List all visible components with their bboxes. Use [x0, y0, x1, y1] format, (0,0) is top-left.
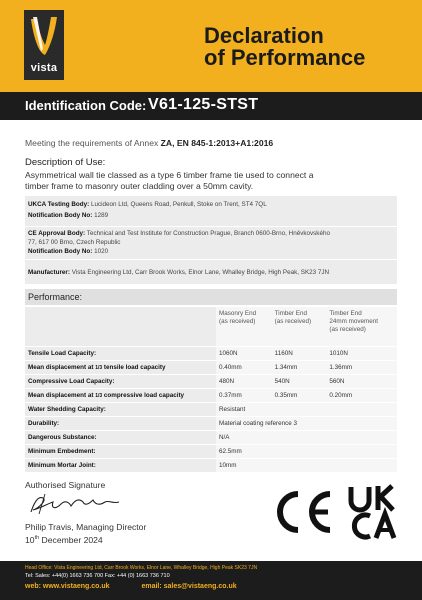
value-timber-movement: 560N: [326, 375, 397, 389]
description-title: Description of Use:: [25, 157, 106, 168]
header-line: (as received): [219, 318, 256, 325]
header-line: 24mm movement: [329, 318, 379, 325]
web-label: web:: [25, 583, 43, 590]
ukca-nb-label: Notification Body No:: [28, 212, 93, 219]
ukca-label: UKCA Testing Body:: [28, 201, 90, 208]
standard-reference: ZA, EN 845-1:2013+A1:2016: [160, 138, 274, 148]
label-part: Mean displacement at: [28, 392, 96, 399]
performance-table: [25, 307, 397, 472]
footer-contact: [25, 583, 237, 590]
ce-body-1: Technical and Test Institute for Construction Prague, Branch 0600-Brno, Hněvkovského: [86, 230, 330, 237]
ukca-body-line: [28, 201, 267, 208]
ukca-body: Lucideon Ltd, Queens Road, Penkull, Stoke on Trent, ST4 7QL: [90, 201, 267, 208]
header-banner: [0, 0, 422, 92]
value-timber: 1.34mm: [272, 361, 327, 375]
row-value: Material coating reference 3: [216, 417, 397, 431]
value-timber-movement: 0.20mm: [326, 389, 397, 403]
row-label: Minimum Mortar Joint:: [25, 459, 216, 473]
row-value: N/A: [216, 431, 397, 445]
column-header-timber-movement: [326, 307, 397, 347]
ce-body-line-2: 77, 617 00 Brno, Czech Republic: [28, 239, 121, 246]
column-header-masonry: [216, 307, 272, 347]
standard-statement: [25, 138, 273, 148]
website-link[interactable]: www.vistaeng.co.uk: [42, 583, 110, 590]
table-row: [25, 403, 397, 417]
manufacturer-line: [28, 269, 329, 276]
document-title: [204, 25, 404, 69]
ukca-testing-block: [25, 196, 397, 226]
label-fraction: 1/3: [95, 365, 103, 371]
table-row: [25, 375, 397, 389]
table-row: [25, 389, 397, 403]
header-line: Timber End: [329, 310, 362, 317]
signature-date: [25, 535, 103, 545]
ukca-mark-icon: [348, 484, 404, 540]
row-value: 62.5mm: [216, 445, 397, 459]
row-label: Minimum Embedment:: [25, 445, 216, 459]
footer-telephone: Tel: Sales: +44(0) 1663 736 700 Fax: +44 (0) 1663 736 710: [25, 573, 170, 579]
identification-bar: [0, 92, 422, 120]
row-label: [25, 361, 216, 375]
row-value: Resistant: [216, 403, 397, 417]
authorised-signature-title: Authorised Signature: [25, 480, 106, 490]
ce-label: CE Approval Body:: [28, 230, 86, 237]
performance-column-headers: [25, 307, 397, 347]
date-day: 10: [25, 535, 35, 545]
value-masonry: 0.40mm: [216, 361, 272, 375]
row-label: Dangerous Substance:: [25, 431, 216, 445]
table-row: [25, 347, 397, 361]
column-header-timber: [272, 307, 327, 347]
value-timber: 540N: [272, 375, 327, 389]
ce-nb-line: [28, 248, 108, 255]
label-fraction: 1/3: [95, 393, 103, 399]
row-label: Durability:: [25, 417, 216, 431]
value-timber-movement: 1.36mm: [326, 361, 397, 375]
header-blank: [25, 307, 216, 347]
value-timber: 0.35mm: [272, 389, 327, 403]
manufacturer-block: [25, 260, 397, 284]
ce-approval-block: [25, 227, 397, 259]
logo-text: vista: [30, 62, 58, 74]
row-value: 10mm: [216, 459, 397, 473]
value-masonry: 1060N: [216, 347, 272, 361]
title-line-1: Declaration: [204, 23, 324, 48]
footer-office: Head Office: Vista Engineering Ltd, Carr Brook Works, Elnor Lane, Whalley Bridge, High Peak SK23 7JN: [25, 565, 258, 571]
table-row: [25, 459, 397, 473]
manufacturer-label: Manufacturer:: [28, 269, 70, 276]
email-label: email:: [141, 583, 164, 590]
table-row: [25, 417, 397, 431]
description-text: Asymmetrical wall tie classed as a type 6 timber frame tie used to connect a timber frame to masonry outer cladding over a 50mm cavity.: [25, 170, 314, 191]
value-timber: 1160N: [272, 347, 327, 361]
table-row: [25, 361, 397, 375]
value-timber-movement: 1010N: [326, 347, 397, 361]
standard-prefix: Meeting the requirements of Annex: [25, 138, 161, 148]
header-line: Timber End: [274, 310, 307, 317]
ukca-nb-line: [28, 212, 108, 219]
row-label: Compressive Load Capacity:: [25, 375, 216, 389]
ce-body-line: [28, 230, 330, 237]
ce-nb: 1020: [94, 248, 109, 255]
vista-logo: [24, 10, 64, 80]
logo-mark-icon: [29, 15, 59, 59]
date-suffix: th: [34, 535, 40, 542]
identification-code: V61-125-STST: [148, 96, 259, 113]
footer: [0, 561, 422, 600]
manufacturer-text: Vista Engineering Ltd, Carr Brook Works, Elnor Lane, Whalley Bridge, High Peak, SK23 7JN: [71, 269, 330, 276]
label-part: compressive load capacity: [102, 392, 185, 399]
table-row: [25, 431, 397, 445]
value-masonry: 0.37mm: [216, 389, 272, 403]
ce-nb-label: Notification Body No:: [28, 248, 93, 255]
value-masonry: 480N: [216, 375, 272, 389]
ce-mark-icon: [272, 490, 336, 534]
email-link[interactable]: sales@vistaeng.co.uk: [163, 583, 237, 590]
row-label: Water Shedding Capacity:: [25, 403, 216, 417]
label-part: Mean displacement at: [28, 364, 96, 371]
row-label: [25, 389, 216, 403]
title-line-2: of Performance: [204, 45, 366, 70]
header-line: Masonry End: [219, 310, 257, 317]
handwritten-signature: [25, 490, 135, 520]
label-part: tensile load capacity: [102, 364, 166, 371]
header-line: (as received): [274, 318, 312, 325]
header-line: (as received): [329, 326, 366, 333]
table-row: [25, 445, 397, 459]
row-label: Tensile Load Capacity:: [25, 347, 216, 361]
signatory-name: Philip Travis, Managing Director: [25, 522, 147, 532]
ukca-nb: 1289: [94, 212, 109, 219]
date-rest: December 2024: [39, 535, 103, 545]
performance-title: Performance:: [28, 292, 83, 302]
identification-label: Identification Code:: [25, 98, 147, 113]
performance-header: [25, 289, 397, 305]
